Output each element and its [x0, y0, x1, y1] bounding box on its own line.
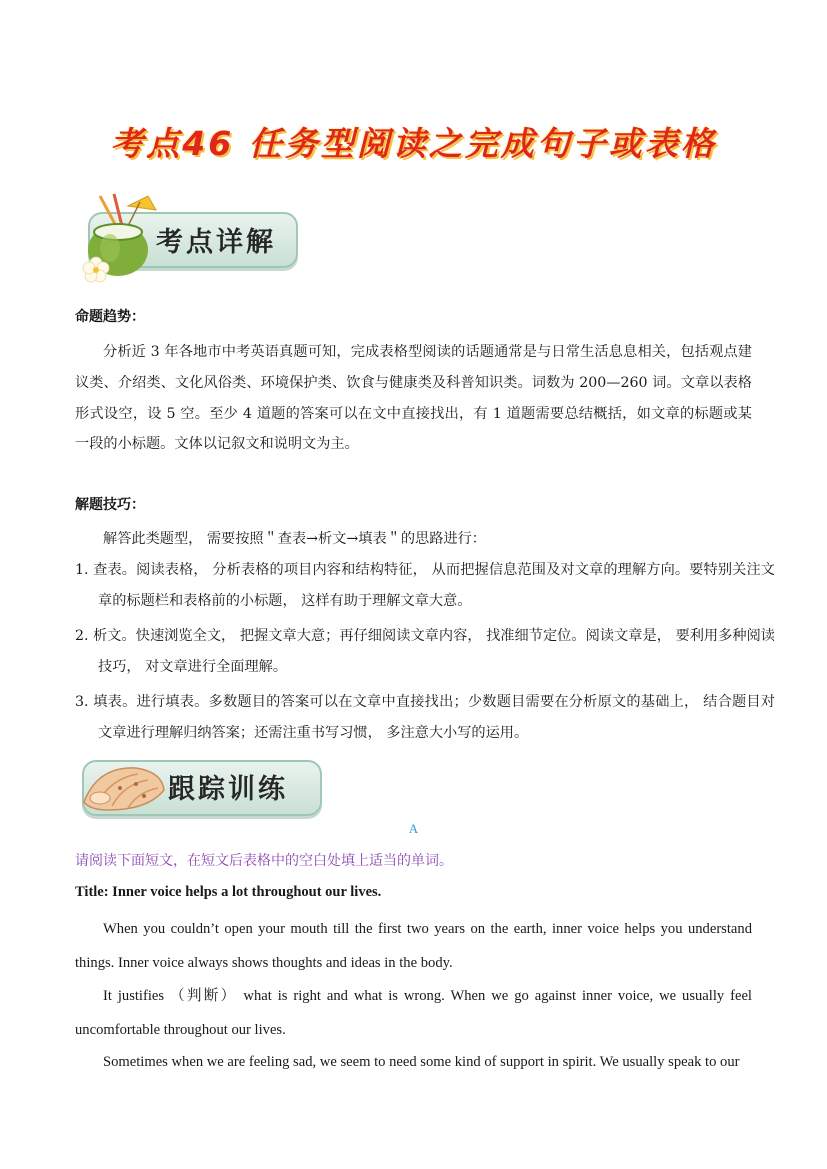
banner-label-practice: 跟踪训练 [168, 774, 288, 805]
seashell-icon [78, 758, 168, 818]
skills-item-3: 3. 填表。进行填表。多数题目的答案可以在文章中直接找出；少数题目需要在分析原文的基础上， 结合题目对文章进行理解归纳答案；还需注重书写习惯， 多注意大小写的运用。 [75, 694, 775, 741]
passage-paragraph-2: It justifies （判断） what is right and what is wrong. When we go against inner voice, we usually feel uncomfortable throughout our lives. [75, 988, 752, 1038]
banner-label-explain: 考点详解 [156, 227, 276, 258]
exercise-instruction: 请阅读下面短文，在短文后表格中的空白处填上适当的单词。 [75, 853, 453, 869]
skills-item-1: 1. 查表。阅读表格， 分析表格的项目内容和结构特征， 从而把握信息范围及对文章的理解方向。要特别关注文章的标题栏和表格前的小标题， 这样有助于理解文章大意。 [75, 562, 775, 609]
passage-paragraph-1: When you couldn’t open your mouth till the first two years on the earth, inner voice helps you understand things. Inner voice always shows thoughts and ideas in the body. [75, 921, 752, 971]
skills-item-2: 2. 析文。快速浏览全文， 把握文章大意；再仔细阅读文章内容， 找准细节定位。阅读文章是， 要利用多种阅读技巧， 对文章进行全面理解。 [75, 628, 775, 675]
document-title: 考点46 任务型阅读之完成句子或表格 [110, 124, 717, 163]
passage-paragraph-3: Sometimes when we are feeling sad, we seem to need some kind of support in spirit. We usually speak to our [103, 1054, 740, 1070]
skills-intro: 解答此类题型， 需要按照＂查表→析文→填表＂的思路进行： [103, 531, 486, 547]
trend-paragraph: 分析近 3 年各地市中考英语真题可知，完成表格型阅读的话题通常是与日常生活息息相关，包括观点建议类、介绍类、文化风俗类、环境保护类、饮食与健康类及科普知识类。词数为 200—260 词。文章以表格形式设空，设 5 空。至少 4 道题的答案可以在文中直接找出，有 1 道题需要总结概括，如文章的标题或某一段的小标题。文体以记叙文和说明文为主。 [75, 344, 752, 453]
coconut-drink-icon [70, 192, 170, 284]
trend-heading: 命题趋势： [75, 309, 145, 325]
exercise-label: A [408, 821, 419, 836]
passage-title: Title: Inner voice helps a lot throughout our lives. [75, 884, 382, 900]
skills-heading: 解题技巧： [75, 497, 145, 513]
